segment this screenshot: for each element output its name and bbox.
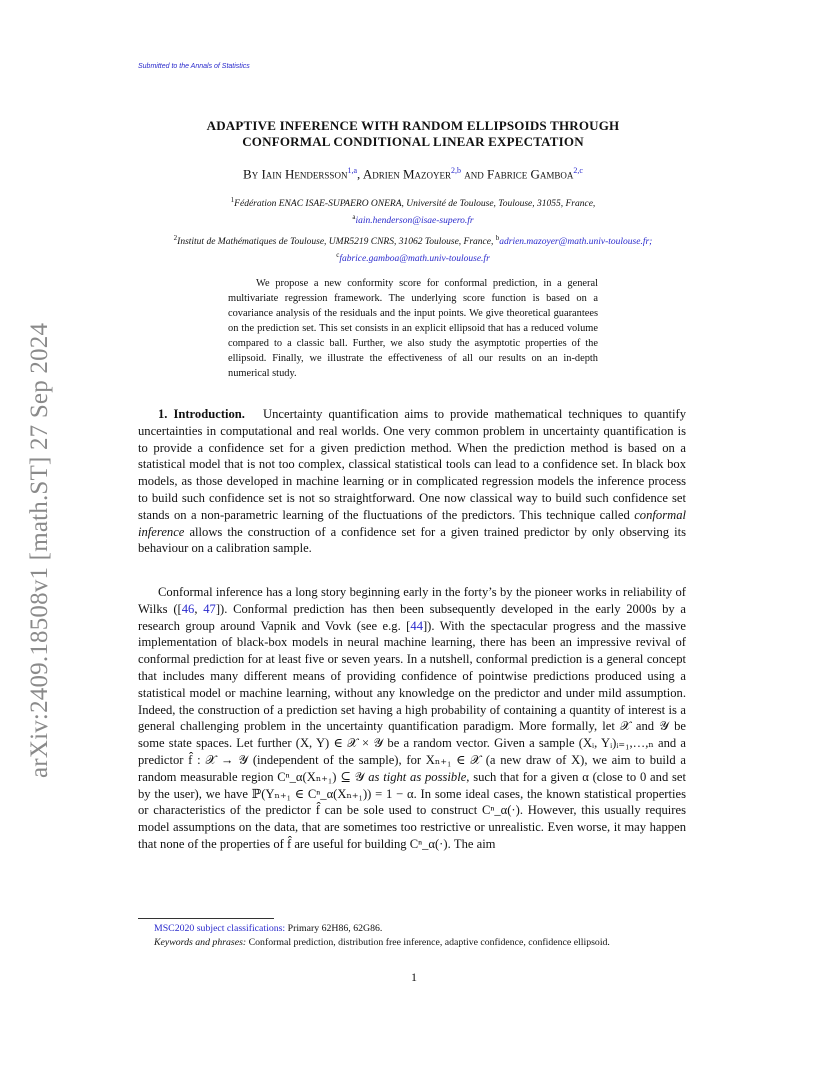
intro-paragraph-2 <box>138 584 686 853</box>
email-link[interactable]: iain.henderson@isae-supero.fr <box>355 216 474 227</box>
paper-title <box>140 118 686 150</box>
title-line-1: ADAPTIVE INFERENCE WITH RANDOM ELLIPSOIDS THROUGH <box>206 118 620 133</box>
arxiv-identifier-stamp[interactable]: arXiv:2409.18508v1 [math.ST] 27 Sep 2024 <box>26 322 53 778</box>
author-list <box>140 166 686 182</box>
section-heading: 1. Introduction. <box>158 407 245 421</box>
footnotes <box>138 922 686 950</box>
email-link[interactable]: fabrice.gamboa@math.univ-toulouse.fr <box>339 254 490 265</box>
author-affiliation-marker[interactable]: 2,b <box>451 166 462 175</box>
citation-link[interactable]: 47 <box>203 601 216 616</box>
paragraph-text: allows the construction of a confidence set for a given trained predictor by only observing its behaviour on a calibration sample. <box>138 524 687 556</box>
author-name: Fabrice Gamboa <box>487 166 574 182</box>
msc-value: Primary 62H86, 62G86. <box>287 923 383 934</box>
keywords-value: Conformal prediction, distribution free inference, adaptive confidence, confidence ellipsoid. <box>248 937 610 948</box>
author-name: Adrien Mazoyer <box>362 166 452 182</box>
paragraph-text: ]). Conformal prediction has then been subsequently developed in the early 2000s by a research group around Vapnik and Vovk (see e.g. [ <box>138 601 687 633</box>
by-word: By <box>243 166 259 182</box>
paragraph-text: Uncertainty quantification aims to provide mathematical techniques to quantify uncertainties in computational and real worlds. One very common problem in uncertainty quantification is to provide a confidence set for a given prediction method. When the prediction method is based on a statistical model that is not too complex, classical statistical tools can lead to a confidence set. In black box models, as those developed in machine learning or in complicated regression models the inference process to build such confidence set is not so straightforward. One now classical way to build such confidence set stands on a non-parametric learning of the fluctuations of the predictors. This technique called <box>138 407 687 522</box>
affiliation-1 <box>140 194 686 228</box>
citation-link[interactable]: 44 <box>410 618 423 633</box>
author-separator: , <box>357 166 361 182</box>
author-affiliation-marker[interactable]: 2,c <box>573 166 583 175</box>
abstract: We propose a new conformity score for conformal prediction, in a general multivariate regression framework. The underlying score function is based on a covariance analysis of the residuals and the input points. We give theoretical guarantees on the prediction set. This set consists in an explicit ellipsoid that has a reduced volume compared to a classic ball. Further, we also study the asymptotic properties of the ellipsoid. Finally, we illustrate the effectiveness of all our results on an in-depth numerical study. <box>228 278 598 379</box>
page-number: 1 <box>411 970 417 984</box>
affiliation-number: 1 <box>230 196 235 204</box>
msc-label[interactable]: MSC2020 subject classifications: <box>154 923 286 934</box>
intro-paragraph-1 <box>138 406 686 557</box>
paragraph-text: ]). With the spectacular progress and the massive implementation of black-box models in neural machine learning, there has been an impressive revival of conformal prediction for at least five or seven years. In a nutshell, conformal prediction is a general concept that includes many different means of providing confidence of pointwise predictions produced using a statistical model or machine learning, without any knowledge on the predictor and under mild assumption. Indeed, the construction of a prediction set having a high probability of containing a quantity of interest is a general challenging problem in the uncertainty quantification paradigm. More formally, let 𝒳 and 𝒴 be some state spaces. Let further (X, Y) ∈ 𝒳 × 𝒴 be a random vector. Given a sample (Xᵢ, Yᵢ)ᵢ₌₁,…,ₙ and a predictor f̂ : 𝒳 → 𝒴 (independent of the sample), for Xₙ₊₁ ∈ 𝒳 (a new draw of X), we aim to build a random measurable region Cⁿ_α(Xₙ₊₁) ⊆ 𝒴 <box>138 618 687 784</box>
email-label: a <box>352 213 356 222</box>
citation-separator: , <box>194 601 204 616</box>
emphasis-text: conformal inference <box>138 507 686 539</box>
affiliation-number: 2 <box>173 234 178 242</box>
email-label: c <box>336 251 340 260</box>
author-name: Iain Hendersson <box>261 166 348 182</box>
paragraph-text: Conformal inference has a long story beginning early in the forty’s by the pioneer works in reliability of Wilks ([ <box>138 585 686 616</box>
affiliation-text: Fédération ENAC ISAE-SUPAERO ONERA, Université de Toulouse, Toulouse, 31055, France, <box>234 199 596 210</box>
author-affiliation-marker[interactable]: 1,a <box>347 166 358 175</box>
keywords-label: Keywords and phrases: <box>154 937 247 948</box>
emphasis-text: as tight as possible <box>368 769 467 784</box>
citation-link[interactable]: 46 <box>181 601 195 616</box>
affiliation-2 <box>120 232 706 266</box>
footnote-divider <box>138 918 274 919</box>
email-label: b <box>495 234 500 242</box>
journal-submission-note: Submitted to the Annals of Statistics <box>138 63 250 70</box>
title-line-2: CONFORMAL CONDITIONAL LINEAR EXPECTATION <box>242 134 584 149</box>
email-link[interactable]: adrien.mazoyer@math.univ-toulouse.fr; <box>499 237 653 248</box>
and-word: and <box>464 166 484 182</box>
paragraph-text: , such that for a given α (close to 0 and set by the user), we have ℙ(Yₙ₊₁ ∈ Cⁿ_α(Xₙ₊₁)) = 1 − α. In some ideal cases, the known statistical properties or characteristics of the predictor f̂ can be sole used to construct Cⁿ_α(·). However, this usually requires model assumptions on the data, that are sometimes too restrictive or unrealistic. Even worse, it may happen that none of the properties of f̂ are useful for building Cⁿ_α(·). The aim <box>138 769 686 851</box>
affiliation-text: Institut de Mathématiques de Toulouse, UMR5219 CNRS, 31062 Toulouse, France, <box>177 237 494 248</box>
